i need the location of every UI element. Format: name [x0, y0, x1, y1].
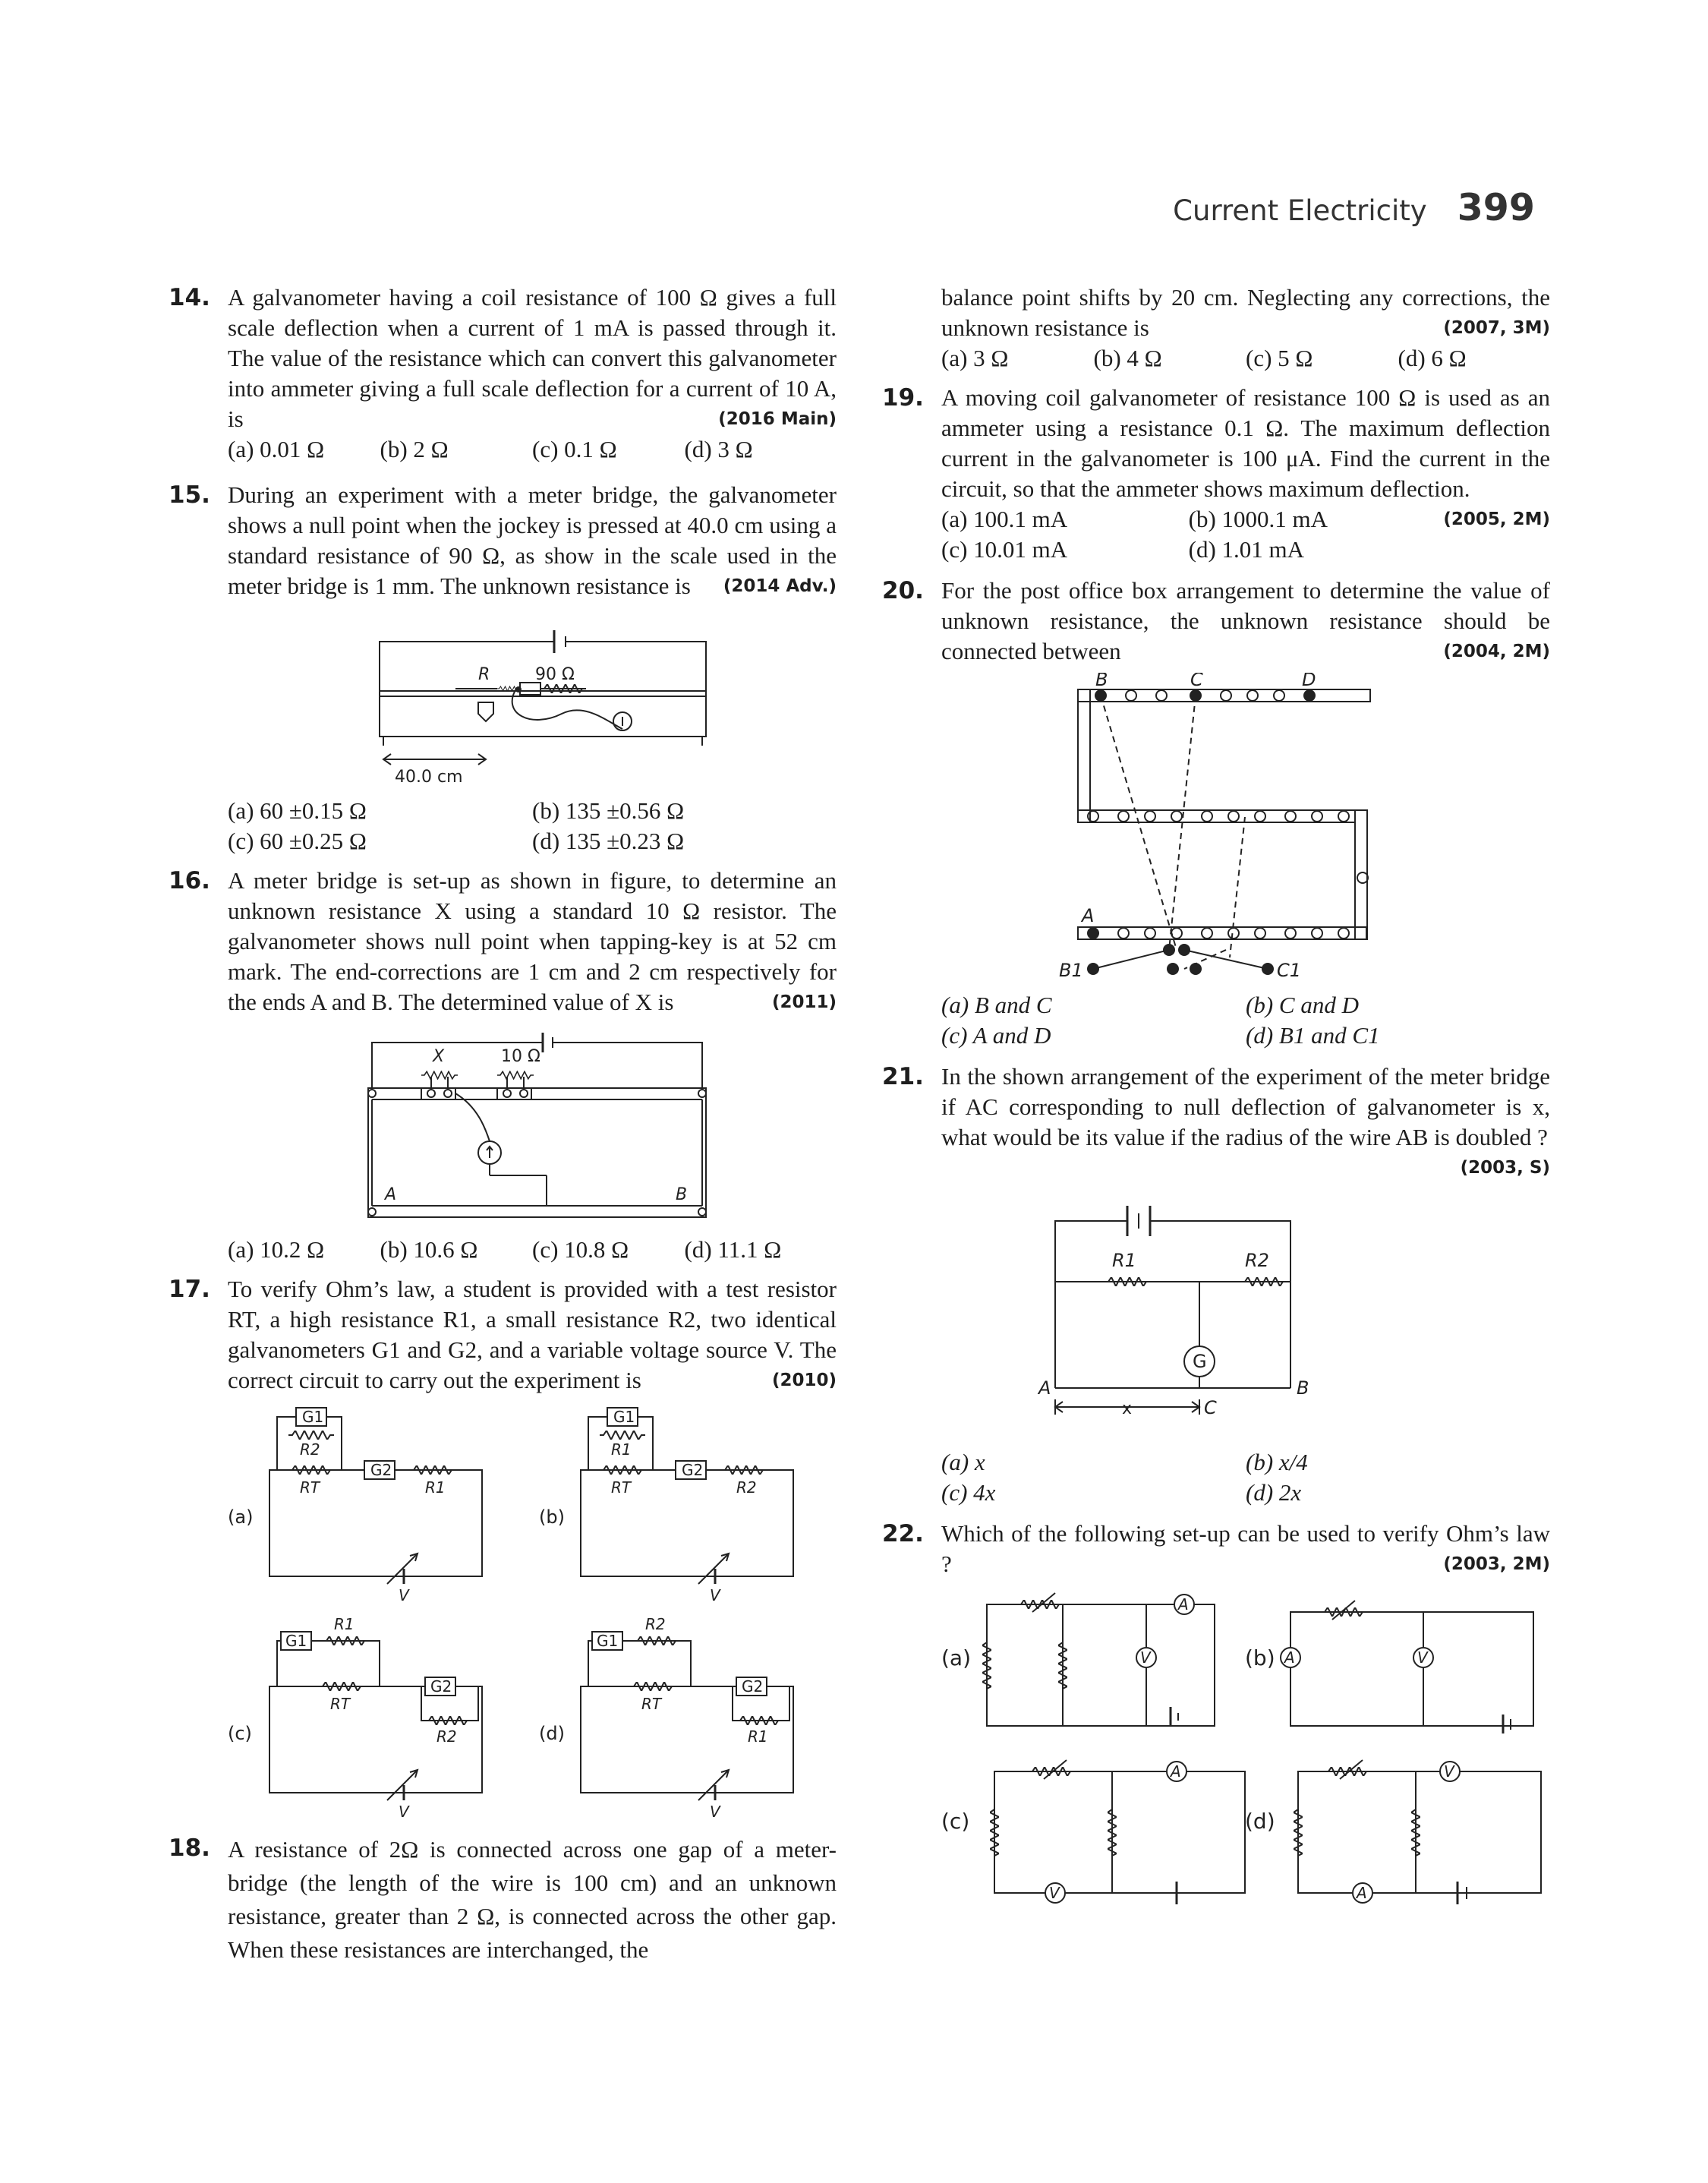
- label-length: 40.0 cm: [395, 768, 463, 787]
- option-a: (a) 0.01 Ω: [228, 436, 325, 462]
- label-right-r: R2: [436, 1727, 457, 1746]
- option-d: (d) 11.1 Ω: [684, 1236, 782, 1263]
- label-90-ohm: 90 Ω: [535, 665, 575, 684]
- right-column: [882, 282, 1550, 1926]
- question-15: [169, 480, 837, 856]
- voltmeter-label: V: [1140, 1648, 1151, 1667]
- option-c: (c) 5 Ω: [1246, 345, 1313, 371]
- label-r1: R1: [1112, 1250, 1136, 1271]
- option-b: (b) 2 Ω: [380, 436, 449, 462]
- label-r: R: [478, 665, 490, 684]
- label-g2: G2: [430, 1677, 452, 1696]
- option-d: (d) 6 Ω: [1398, 345, 1467, 371]
- question-number: 22.: [882, 1520, 924, 1547]
- question-number: 19.: [882, 384, 924, 412]
- voltmeter-label: V: [1444, 1762, 1454, 1781]
- circuit-d: [539, 1615, 793, 1821]
- label-rt: RT: [330, 1695, 351, 1713]
- question-18-continued: [882, 282, 1550, 374]
- option-b: (b) 4 Ω: [1093, 345, 1162, 371]
- meter-bridge-figure: [228, 1024, 820, 1229]
- option-label: (a): [228, 1506, 254, 1528]
- exam-year: (2016 Main): [718, 409, 837, 429]
- setup-c: [941, 1760, 1245, 1904]
- option-a: (a) B and C: [941, 992, 1052, 1018]
- label-c: C: [1204, 1397, 1217, 1418]
- question-22: [882, 1519, 1550, 1920]
- option-label: (a): [941, 1645, 972, 1670]
- label-c1: C1: [1277, 960, 1302, 981]
- option-a: (a) x: [941, 1449, 985, 1475]
- label-v: V: [399, 1803, 409, 1821]
- setup-d: [1245, 1760, 1541, 1904]
- label-v: V: [710, 1586, 720, 1604]
- question-text: A galvanometer having a coil resistance of 100 Ω gives a full scale deflection when a current of 1 mA is passed through it. The value of the resistance which can convert this galvanometer into ammeter giving a full scale deflection for a current of 10 A, is: [228, 284, 837, 432]
- options: [228, 796, 837, 856]
- question-16: [169, 866, 837, 1265]
- option-label: (d): [539, 1723, 565, 1744]
- ohms-law-setup-options: [941, 1585, 1549, 1920]
- option-a: (a) 100.1 mA: [941, 506, 1068, 532]
- question-number: 21.: [882, 1063, 924, 1090]
- label-b: B: [676, 1185, 688, 1204]
- question-19: [882, 383, 1550, 565]
- options: [941, 990, 1550, 1051]
- option-b: (b) 10.6 Ω: [380, 1236, 478, 1263]
- label-top-r: R2: [645, 1615, 666, 1633]
- options: [228, 1235, 837, 1265]
- label-rt: RT: [611, 1478, 632, 1497]
- option-d: (d) B1 and C1: [1246, 1022, 1380, 1049]
- label-d: D: [1302, 673, 1316, 690]
- label-c: C: [1190, 673, 1203, 690]
- option-c: (c) A and D: [941, 1022, 1051, 1049]
- label-a: A: [1038, 1377, 1051, 1399]
- option-d: (d) 135 ±0.23 Ω: [532, 828, 685, 854]
- option-d: (d) 3 Ω: [684, 436, 753, 462]
- options: [941, 1447, 1550, 1508]
- label-right-r: R1: [425, 1478, 446, 1497]
- label-10-ohm: 10 Ω: [501, 1047, 540, 1066]
- label-top-r: R1: [334, 1615, 355, 1633]
- post-office-box-figure: [941, 673, 1549, 984]
- exam-year: (2011): [771, 992, 837, 1012]
- options: [941, 343, 1550, 374]
- question-text: For the post office box arrangement to determine the value of unknown resistance, the unknown resistance should be connected between: [941, 577, 1550, 664]
- meter-bridge-figure: [941, 1183, 1549, 1441]
- label-v: V: [710, 1803, 720, 1821]
- setup-a: [941, 1593, 1215, 1726]
- label-r2: R2: [1245, 1250, 1269, 1271]
- circuit-c: [228, 1615, 482, 1821]
- option-label: (c): [941, 1809, 970, 1834]
- exam-year: (2005, 2M): [1443, 509, 1550, 529]
- option-c: (c) 0.1 Ω: [532, 436, 617, 462]
- meter-bridge-figure: [228, 607, 820, 790]
- label-g2: G2: [682, 1461, 704, 1479]
- option-b: (b) 1000.1 mA: [1188, 506, 1328, 532]
- question-number: 16.: [169, 867, 210, 894]
- options: [228, 434, 837, 465]
- label-g1: G1: [285, 1632, 307, 1650]
- page-number: 399: [1457, 186, 1535, 229]
- question-17: [169, 1274, 837, 1827]
- label-b1: B1: [1059, 960, 1083, 981]
- ammeter-label: A: [1178, 1595, 1189, 1614]
- option-c: (c) 10.01 mA: [941, 536, 1068, 563]
- question-text: A moving coil galvanometer of resistance 100 Ω is used as an ammeter using a resistance 0.1 Ω. The maximum deflection current in the galvanometer is 100 μA. Find the current in the circuit, so that the ammeter shows maximum deflection.: [941, 384, 1550, 502]
- option-a: (a) 3 Ω: [941, 345, 1009, 371]
- option-a: (a) 60 ±0.15 Ω: [228, 797, 367, 824]
- circuit-a: [228, 1408, 482, 1604]
- label-v: V: [399, 1586, 409, 1604]
- setup-b: [1245, 1601, 1533, 1733]
- option-d: (d) 1.01 mA: [1188, 536, 1305, 563]
- question-text: In the shown arrangement of the experiment of the meter bridge if AC corresponding to null deflection of galvanometer is x, what would be its value if the radius of the wire AB is doubled ?: [941, 1063, 1550, 1150]
- ammeter-label: A: [1357, 1884, 1367, 1902]
- label-g2: G2: [742, 1677, 764, 1696]
- circuit-b: [539, 1408, 793, 1604]
- question-number: 15.: [169, 481, 210, 509]
- page-header: [1173, 186, 1535, 229]
- exam-year: (2003, 2M): [1443, 1554, 1550, 1574]
- exam-year: (2003, S): [1460, 1158, 1550, 1178]
- question-text: A meter bridge is set-up as shown in figure, to determine an unknown resistance X using a standard 10 Ω resistor. The galvanometer shows null point when tapping-key is at 52 cm mark. The end-corrections are 1 cm and 2 cm respectively for the ends A and B. The determined value of X is: [228, 867, 837, 1015]
- label-g2: G2: [370, 1461, 392, 1479]
- ohms-law-circuit-options: [228, 1402, 835, 1827]
- option-b: (b) x/4: [1246, 1449, 1308, 1475]
- question-number: 14.: [169, 284, 210, 311]
- option-label: (b): [539, 1506, 565, 1528]
- voltmeter-label: V: [1417, 1648, 1428, 1667]
- question-text: Which of the following set-up can be used to verify Ohm’s law ?: [941, 1520, 1550, 1577]
- exam-year: (2014 Adv.): [723, 576, 837, 596]
- label-right-r: R1: [748, 1727, 768, 1746]
- question-14: [169, 282, 837, 472]
- voltmeter-label: V: [1049, 1884, 1060, 1902]
- option-b: (b) 135 ±0.56 Ω: [532, 797, 685, 824]
- option-label: (d): [1245, 1809, 1275, 1834]
- label-rt: RT: [641, 1695, 662, 1713]
- label-b: B: [1095, 673, 1108, 690]
- label-a: A: [1082, 905, 1095, 926]
- label-right-r: R2: [736, 1478, 757, 1497]
- label-x: X: [433, 1047, 445, 1066]
- question-text: To verify Ohm’s law, a student is provided with a test resistor RT, a high resistance R1, a small resistance R2, two identical galvanometers G1 and G2, and a variable voltage source V. The correct circuit to carry out the experiment is: [228, 1276, 837, 1393]
- question-18: [169, 1833, 837, 1967]
- question-21: [882, 1062, 1550, 1508]
- question-text-continued: balance point shifts by 20 cm. Neglecting any corrections, the unknown resistance is: [941, 284, 1550, 341]
- option-d: (d) 2x: [1246, 1479, 1302, 1506]
- label-g1: G1: [302, 1408, 324, 1426]
- label-top-r: R2: [300, 1440, 320, 1459]
- label-a: A: [385, 1185, 397, 1204]
- ammeter-label: A: [1284, 1648, 1295, 1667]
- exam-year: (2007, 3M): [1443, 318, 1550, 338]
- left-column: [169, 282, 837, 1967]
- options: [941, 504, 1435, 565]
- question-number: 20.: [882, 577, 924, 604]
- label-x: x: [1122, 1399, 1133, 1418]
- option-label: (b): [1245, 1645, 1275, 1670]
- option-c: (c) 60 ±0.25 Ω: [228, 828, 367, 854]
- label-b: B: [1297, 1377, 1309, 1399]
- question-text: A resistance of 2Ω is connected across one gap of a meter-bridge (the length of the wire is 100 cm) and an unknown resistance, greater than 2 Ω, is connected across the other gap. When these resistances are interchanged, the: [228, 1836, 837, 1963]
- option-a: (a) 10.2 Ω: [228, 1236, 325, 1263]
- ammeter-label: A: [1171, 1762, 1181, 1781]
- option-b: (b) C and D: [1246, 992, 1359, 1018]
- exam-year: (2010): [771, 1371, 837, 1390]
- question-number: 17.: [169, 1276, 210, 1303]
- chapter-title: Current Electricity: [1173, 194, 1427, 227]
- label-g1: G1: [597, 1632, 619, 1650]
- label-g: G: [1193, 1351, 1207, 1372]
- label-rt: RT: [300, 1478, 320, 1497]
- option-c: (c) 4x: [941, 1479, 996, 1506]
- label-top-r: R1: [611, 1440, 632, 1459]
- question-text: During an experiment with a meter bridge, the galvanometer shows a null point when the jockey is pressed at 40.0 cm using a standard resistance of 90 Ω, as show in the scale used in the meter bridge is 1 mm. The unknown resistance is: [228, 481, 837, 599]
- option-label: (c): [228, 1723, 252, 1744]
- exam-year: (2004, 2M): [1443, 642, 1550, 661]
- question-number: 18.: [169, 1834, 210, 1862]
- option-c: (c) 10.8 Ω: [532, 1236, 629, 1263]
- question-20: [882, 576, 1550, 1051]
- label-g1: G1: [613, 1408, 635, 1426]
